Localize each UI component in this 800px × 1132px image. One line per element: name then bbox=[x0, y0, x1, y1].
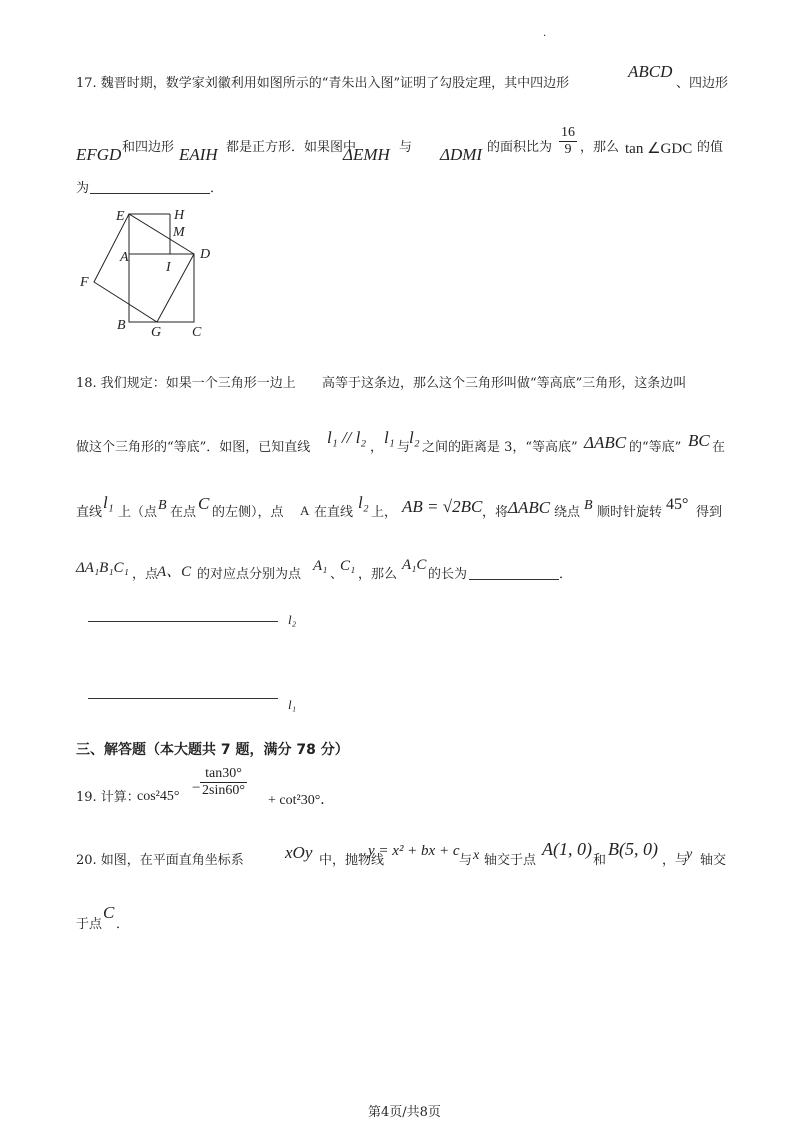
q18-changwei: 的长为 bbox=[428, 567, 468, 582]
q18-b: B bbox=[158, 498, 167, 513]
q19-minus: − bbox=[192, 780, 201, 796]
line-l2-label: l₂ bbox=[288, 612, 297, 627]
q17-and: 与 bbox=[399, 140, 413, 155]
label-e: E bbox=[116, 209, 125, 224]
q17-dmi: ΔDMI bbox=[440, 145, 483, 164]
page-footer: 第4页/共8页 bbox=[368, 1105, 441, 1120]
square-abcd bbox=[129, 254, 194, 322]
q18-dui-ying: 的对应点分别为点 bbox=[197, 567, 302, 582]
label-g: G bbox=[151, 325, 162, 340]
label-f: F bbox=[80, 275, 89, 290]
label-i: I bbox=[166, 260, 171, 275]
q20-x: x bbox=[473, 848, 480, 863]
q18-yu: 与 bbox=[397, 440, 411, 455]
q20-xoy: xOy bbox=[285, 843, 313, 862]
q18-distance: 之间的距离是 3，“等高底” bbox=[422, 440, 578, 455]
q18-zai: 在 bbox=[712, 440, 726, 455]
q18-jiang: ，将 bbox=[482, 505, 509, 520]
q20-yu-y: ，与 bbox=[662, 853, 689, 868]
q17-emh: ΔEMH bbox=[343, 145, 390, 164]
q18-l1: l₁ bbox=[384, 428, 395, 447]
q17-then: ，那么 bbox=[580, 140, 620, 155]
q18-ab-eq: AB = √2BC bbox=[402, 497, 483, 516]
q20-point-c: C bbox=[103, 903, 115, 922]
q18-dun: 、 bbox=[330, 567, 344, 582]
label-a: A bbox=[120, 250, 129, 265]
q18-line1-a: 18. 我们规定：如果一个三角形一边上 bbox=[76, 376, 296, 391]
q18-dedao: 得到 bbox=[696, 505, 723, 520]
q17-line1-suffix: 、四边形 bbox=[676, 76, 729, 91]
q19-plus: + cot²30°． bbox=[268, 793, 335, 808]
q17-value-of: 的值 bbox=[697, 140, 724, 155]
q20-line1-a: 20. 如图，在平面直角坐标系 bbox=[76, 853, 244, 868]
q18-abc: ΔABC bbox=[584, 433, 627, 452]
q18-answer-blank bbox=[469, 579, 559, 580]
q18-line3-a: 直线 bbox=[76, 505, 103, 520]
q17-tan-expr: tan ∠GDC bbox=[625, 141, 693, 157]
q20-axis-jiao: 轴交 bbox=[700, 853, 727, 868]
q18-de-dengdi: 的“等底” bbox=[629, 440, 682, 455]
q17-frac-den: 9 bbox=[564, 142, 572, 157]
q18-zai-zhixian: 在直线 bbox=[314, 505, 354, 520]
q19-fraction bbox=[200, 766, 247, 799]
q18-shang: 上， bbox=[371, 505, 398, 520]
q18-line3-l1: l₁ bbox=[103, 493, 114, 512]
line-l2 bbox=[88, 621, 278, 622]
label-d: D bbox=[200, 247, 211, 262]
q20-y: y bbox=[686, 847, 693, 862]
q18-line3-l2: l₂ bbox=[358, 493, 369, 512]
q18-a1c: A₁C bbox=[402, 557, 427, 573]
q18-shunshi: 顺时针旋转 bbox=[597, 505, 663, 520]
q18-a-c: A、C bbox=[157, 564, 192, 580]
q18-l1-par-l2: l₁ // l₂ bbox=[327, 428, 367, 447]
q18-period: ． bbox=[559, 567, 573, 582]
q18-c1: C₁ bbox=[340, 558, 356, 574]
q18-left-side: 的左侧），点 bbox=[212, 505, 284, 520]
label-c: C bbox=[192, 325, 202, 340]
q17-line1-prefix: 17. 魏晋时期，数学家刘徽利用如图所示的“青朱出入图”证明了勾股定理，其中四边形 bbox=[76, 76, 570, 91]
q20-he: 和 bbox=[593, 853, 607, 868]
label-m: M bbox=[173, 225, 185, 240]
q18-a: A bbox=[300, 503, 310, 518]
q20-zhong: 中，抛物线 bbox=[319, 853, 385, 868]
q17-efgd: EFGD bbox=[76, 145, 122, 164]
q20-axis-meet: 轴交于点 bbox=[484, 853, 537, 868]
line-l1-label: l₁ bbox=[288, 697, 297, 712]
q19-cos: cos²45° bbox=[137, 789, 180, 804]
q17-line3-suffix: ． bbox=[210, 181, 224, 196]
q17-figure bbox=[70, 200, 230, 340]
q18-c: C bbox=[198, 494, 210, 513]
q20-point-b: B(5, 0) bbox=[608, 839, 658, 859]
q20-parabola: y = x² + bx + c bbox=[368, 843, 460, 859]
q19-frac-num: tan30° bbox=[200, 766, 247, 783]
q18-line3-b: 上（点 bbox=[118, 505, 158, 520]
q20-point-a: A(1, 0) bbox=[542, 839, 592, 859]
line-l1 bbox=[88, 698, 278, 699]
q17-abcd: ABCD bbox=[628, 62, 673, 81]
label-h: H bbox=[174, 208, 185, 223]
q18-line1-b: 高等于这条边，那么这个三角形叫做“等高底”三角形，这条边叫 bbox=[322, 376, 687, 391]
q18-zai-dian: 在点 bbox=[170, 505, 197, 520]
q18-deg45: 45° bbox=[666, 496, 689, 513]
q18-bc: BC bbox=[688, 431, 710, 450]
q17-eaih: EAIH bbox=[179, 145, 218, 164]
q18-l2: l₂ bbox=[409, 428, 420, 447]
q17-ratio-text: 的面积比为 bbox=[487, 140, 553, 155]
q18-a1: A₁ bbox=[313, 558, 328, 574]
q18-rao-dian: 绕点 bbox=[554, 505, 581, 520]
q18-dian: ，点 bbox=[132, 567, 159, 582]
q17-fraction bbox=[559, 125, 577, 158]
q20-line2-b: ． bbox=[116, 917, 130, 932]
q18-abc2: ΔABC bbox=[508, 498, 551, 517]
q17-are-square: 都是正方形．如果图中 bbox=[226, 140, 357, 155]
q19-prefix: 19. 计算： bbox=[76, 790, 140, 805]
q18-namo: ，那么 bbox=[358, 567, 398, 582]
q18-comma: ， bbox=[370, 440, 384, 455]
q20-line2-a: 于点 bbox=[76, 917, 103, 932]
q17-answer-blank bbox=[90, 193, 210, 194]
q19-frac-den: 2sin60° bbox=[202, 783, 245, 798]
section3-heading: 三、解答题（本大题共 7 题，满分 78 分） bbox=[76, 742, 349, 758]
q20-yu-x: 与 bbox=[459, 853, 473, 868]
label-b: B bbox=[117, 318, 126, 333]
q18-line2-a: 做这个三角形的“等底”．如图，已知直线 bbox=[76, 440, 311, 455]
q18-b2: B bbox=[584, 498, 593, 513]
header-dot: · bbox=[543, 31, 547, 42]
q17-line3-prefix: 为 bbox=[76, 181, 90, 196]
q18-a1b1c1: ΔA₁B₁C₁ bbox=[76, 560, 129, 576]
q17-frac-num: 16 bbox=[561, 125, 575, 140]
q17-and-quad: 和四边形 bbox=[122, 140, 175, 155]
